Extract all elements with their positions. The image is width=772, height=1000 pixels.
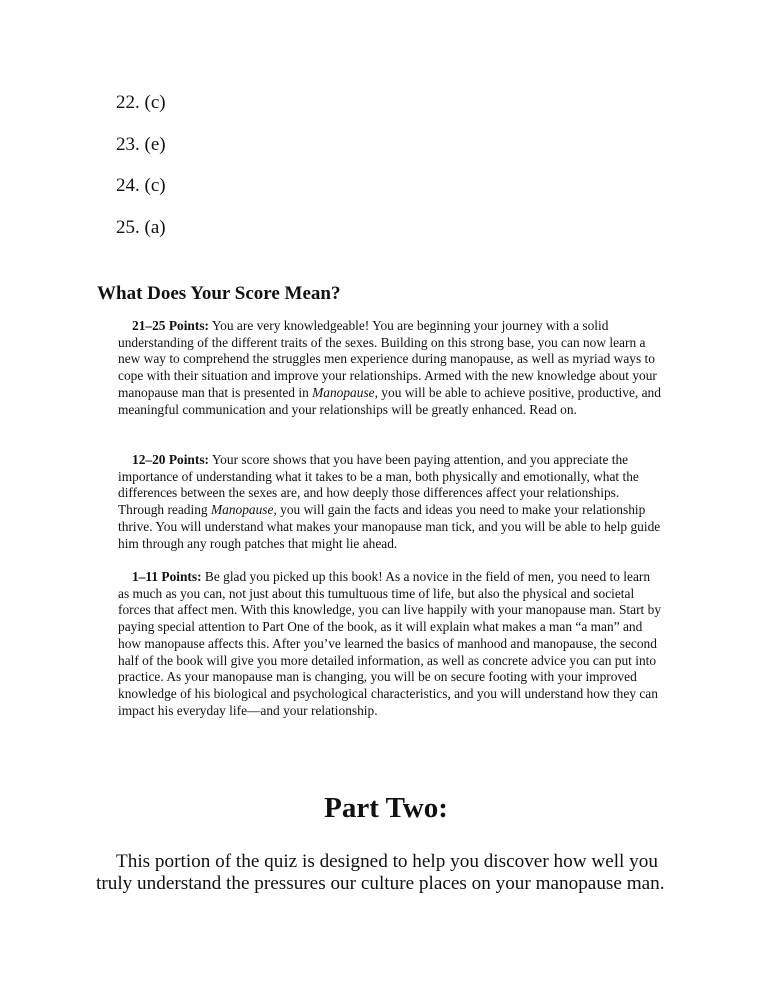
answer-item: 22. (c) bbox=[116, 92, 166, 113]
book-title-italic: Manopause bbox=[210, 502, 274, 518]
part-two-intro: This portion of the quiz is designed to help you discover how well you truly understand the pressures our culture places on your manopause man. bbox=[96, 851, 665, 894]
answer-key-list bbox=[116, 92, 166, 258]
paragraph-text: Your score shows that you have been paying attention, and you appreciate the importance of understanding what it takes to be a man, both physically and emotionally, what the differences between the sexes are, and how deeply those differences affect your relationships. Through reading bbox=[118, 452, 639, 518]
answer-item: 25. (a) bbox=[116, 216, 166, 238]
answer-item: 24. (c) bbox=[116, 175, 166, 196]
paragraph-text: , you will gain the facts and ideas you need to make your relationship thrive. You will understand what makes your manopause man tick, and you will be able to help guide him through any rough patches that might lie ahead. bbox=[118, 502, 661, 551]
score-range-paragraph-12-20 bbox=[118, 452, 663, 552]
score-range-paragraph-1-11 bbox=[118, 569, 663, 719]
paragraph-text: You are very knowledgeable! You are beginning your journey with a solid understanding of the different traits of the sexes. Building on this strong base, you can now learn a new way to comprehend the struggles men experience during manopause, as well as myriad ways to cope with their situation and improve your relationships. Armed with the new knowledge about your manopause man that is presented in bbox=[118, 318, 657, 400]
book-title-italic: Manopause bbox=[312, 384, 375, 400]
score-range-label: 21–25 Points: bbox=[132, 318, 209, 333]
part-two-title: Part Two: bbox=[324, 792, 448, 824]
paragraph-text: , you will be able to achieve positive, productive, and meaningful communication and your relationships will be greatly enhanced. Read on. bbox=[118, 384, 661, 417]
paragraph-text: Be glad you picked up this book! As a novice in the field of men, you need to learn as much as you can, not just about this tumultuous time of life, but also the physical and societal forces that affect men. With this knowledge, you can live happily with your manopause man. Start by paying special attention to Part One of the book, as it will explain what makes a man “a man” and how manopause affects this. After you’ve learned the basics of manhood and manopause, the second half of the book will give you more detailed information, as well as concrete advice you can put into practice. As your manopause man is changing, you will be on secure footing with your improved knowledge of his biological and psychological characteristics, and you will understand how they can impact his everyday life—and your relationship. bbox=[118, 569, 662, 718]
score-section-heading: What Does Your Score Mean? bbox=[97, 283, 341, 304]
answer-item: 23. (e) bbox=[116, 133, 166, 155]
score-range-paragraph-21-25 bbox=[118, 318, 663, 418]
score-range-label: 1–11 Points: bbox=[132, 569, 202, 584]
score-range-label: 12–20 Points: bbox=[132, 452, 209, 467]
